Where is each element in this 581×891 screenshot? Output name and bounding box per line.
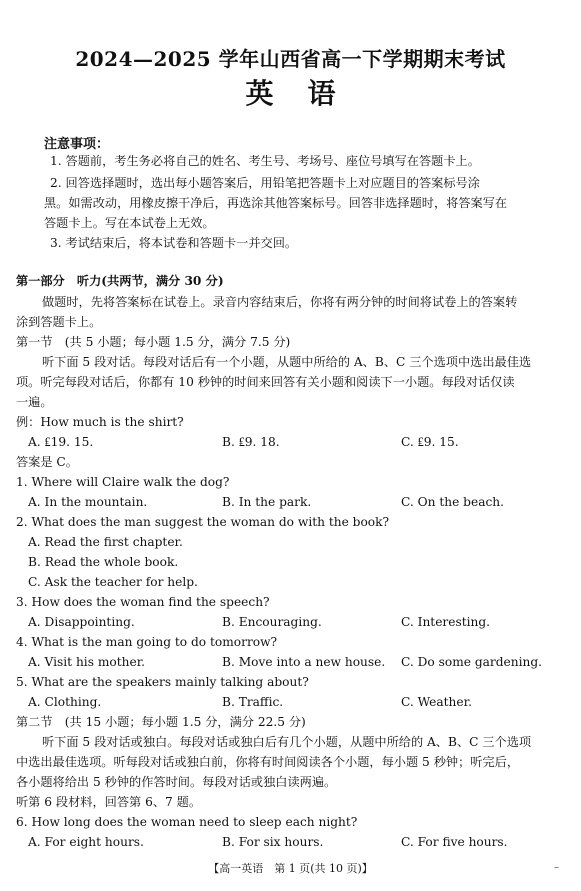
material-6-intro: 听第 6 段材料，回答第 6、7 题。 <box>16 795 202 809</box>
subject-title: 英语 <box>245 77 370 110</box>
question-6: 6. How long does the woman need to sleep each night? <box>16 815 358 829</box>
question-3: 3. How does the woman find the speech? <box>16 595 270 609</box>
q6-option-c: C. For five hours. <box>401 835 508 849</box>
example-option-c: C. ₤9. 15. <box>401 435 459 449</box>
q4-option-c: C. Do some gardening. <box>401 655 543 669</box>
example-option-a: A. ₤19. 15. <box>28 435 94 449</box>
q1-option-a: A. In the mountain. <box>28 495 148 509</box>
section2-heading: 第二节 (共 15 小题；每小题 1.5 分，满分 22.5 分) <box>16 715 306 729</box>
question-4: 4. What is the man going to do tomorrow? <box>16 635 278 649</box>
q1-option-b: B. In the park. <box>222 495 312 509</box>
example-option-b: B. ₤9. 18. <box>222 435 280 449</box>
example-answer: 答案是 C。 <box>16 455 78 469</box>
q2-option-b: B. Read the whole book. <box>28 555 179 569</box>
q6-option-a: A. For eight hours. <box>28 835 144 849</box>
q5-option-c: C. Weather. <box>401 695 472 709</box>
question-5: 5. What are the speakers mainly talking about? <box>16 675 309 689</box>
notice-item-3: 3. 考试结束后，将本试卷和答题卡一并交回。 <box>50 236 298 250</box>
q4-option-b: B. Move into a new house. <box>222 655 386 669</box>
notice-item-2-line-1: 2. 回答选择题时，选出每小题答案后，用铅笔把答题卡上对应题目的答案标号涂 <box>50 176 480 190</box>
footer-mark: – <box>554 862 559 873</box>
notice-item-1: 1. 答题前，考生务必将自己的姓名、考生号、考场号、座位号填写在答题卡上。 <box>50 154 480 168</box>
section1-instr-line-2: 项。听完每段对话后，你都有 10 秒钟的时间来回答有关小题和阅读下一小题。每段对话仅读 <box>16 375 515 389</box>
q3-option-b: B. Encouraging. <box>222 615 322 629</box>
q6-option-b: B. For six hours. <box>222 835 324 849</box>
page-footer: 【高一英语 第 1 页(共 10 页)】 <box>208 862 373 875</box>
example-question: 例：How much is the shirt? <box>16 415 184 429</box>
section2-instr-line-1: 听下面 5 段对话或独白。每段对话或独白后有几个小题，从题中所给的 A、B、C 三个选项 <box>42 735 532 749</box>
part1-intro-line-1: 做题时，先将答案标在试卷上。录音内容结束后，你将有两分钟的时间将试卷上的答案转 <box>42 295 518 309</box>
q5-option-b: B. Traffic. <box>222 695 284 709</box>
q1-option-c: C. On the beach. <box>401 495 505 509</box>
notice-item-2-line-2: 黑。如需改动，用橡皮擦干净后，再选涂其他答案标号。回答非选择题时，将答案写在 <box>44 196 508 210</box>
q3-option-c: C. Interesting. <box>401 615 491 629</box>
section2-instr-line-2: 中选出最佳选项。听每段对话或独白前，你将有时间阅读各个小题，每小题 5 秒钟；听完后， <box>16 755 520 769</box>
exam-title: 2024—2025 学年山西省高一下学期期末考试 <box>75 47 506 71</box>
part1-heading: 第一部分 听力(共两节，满分 30 分) <box>16 274 224 288</box>
section2-instr-line-3: 各小题将给出 5 秒钟的作答时间。每段对话或独白读两遍。 <box>16 775 337 789</box>
q3-option-a: A. Disappointing. <box>28 615 135 629</box>
q5-option-a: A. Clothing. <box>28 695 102 709</box>
notice-heading: 注意事项： <box>44 137 110 152</box>
part1-intro-line-2: 涂到答题卡上。 <box>16 315 102 329</box>
q4-option-a: A. Visit his mother. <box>28 655 146 669</box>
notice-item-2-line-3: 答题卡上。写在本试卷上无效。 <box>44 216 215 230</box>
q2-option-a: A. Read the first chapter. <box>28 535 183 549</box>
section1-instr-line-1: 听下面 5 段对话。每段对话后有一个小题，从题中所给的 A、B、C 三个选项中选出最佳选 <box>42 355 532 369</box>
section1-heading: 第一节 (共 5 小题；每小题 1.5 分，满分 7.5 分) <box>16 335 291 349</box>
section1-instr-line-3: 一遍。 <box>16 395 53 409</box>
question-1: 1. Where will Claire walk the dog? <box>16 475 230 489</box>
question-2: 2. What does the man suggest the woman do with the book? <box>16 515 390 529</box>
q2-option-c: C. Ask the teacher for help. <box>28 575 198 589</box>
